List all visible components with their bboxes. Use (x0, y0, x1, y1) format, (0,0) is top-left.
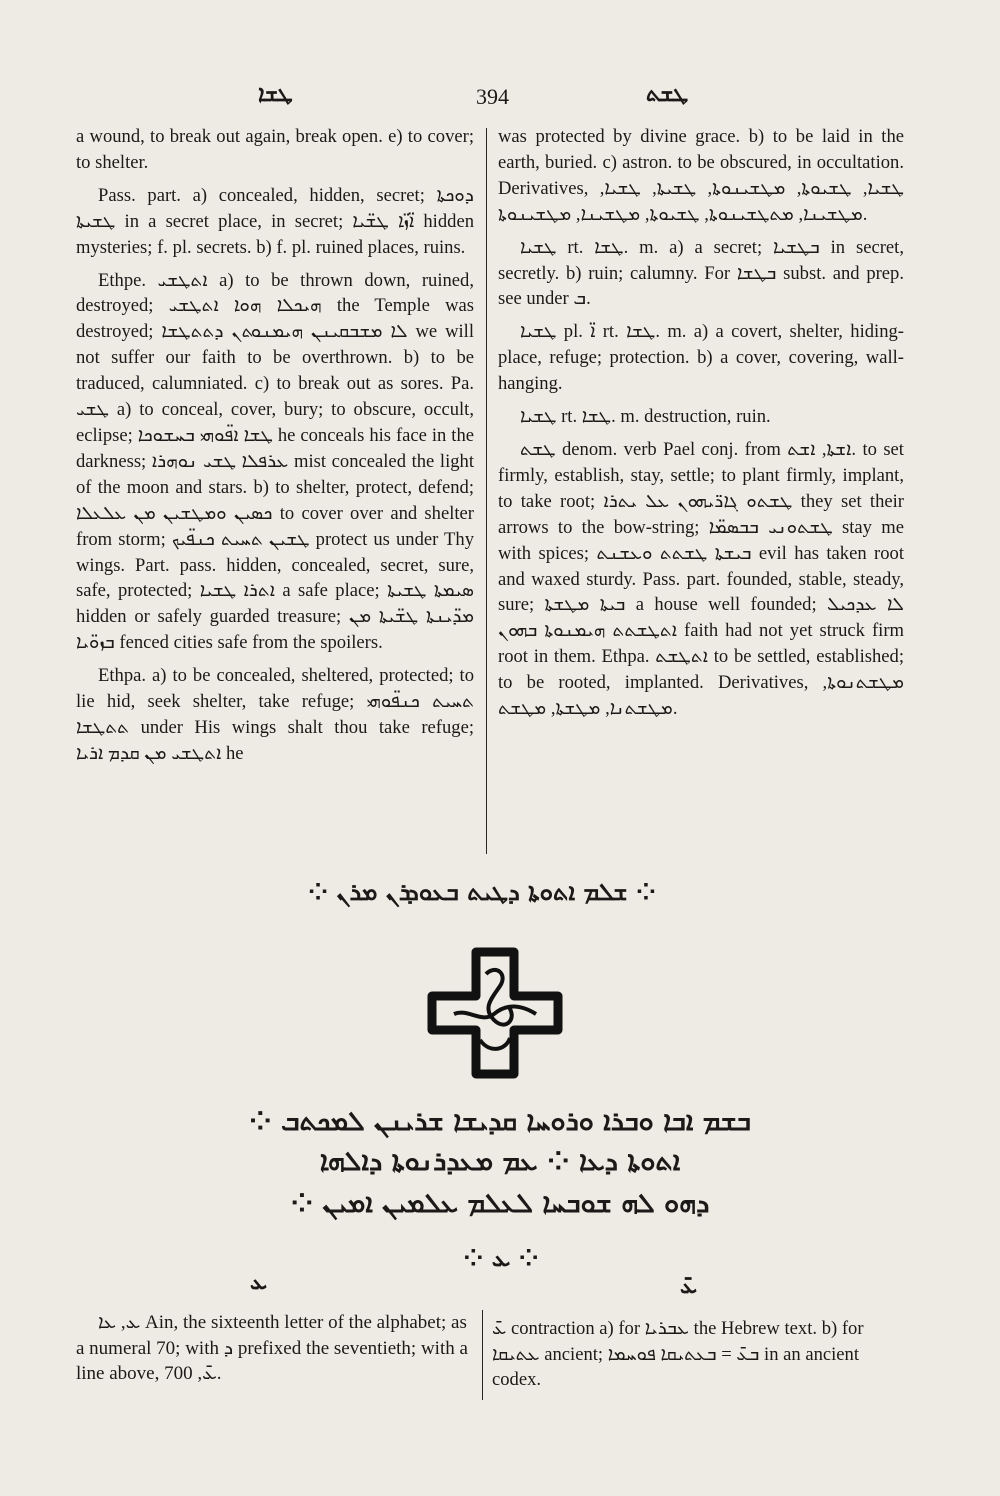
column-divider (482, 1310, 483, 1400)
right-column (498, 124, 904, 722)
guide-letter-right: ܥ̄ (680, 1274, 697, 1299)
left-column-paragraph: Pass. part. a) concealed, hidden, secret; ܕܘܟܬܐ ܛܫܝܬܐ in a secret place, in secret; ܐ̈ܙ̈ܐ ܛܫ̈ܝܐ hidden mysteries; f. pl. secrets. b) f. pl. ruined places, ruins. (76, 184, 474, 258)
left-column (76, 124, 474, 767)
column-divider (486, 128, 487, 854)
running-head-right-word: ܛܫܬ (646, 82, 689, 107)
ain-entry-text: ܥ, ܥܐ Ain, the sixteenth letter of the alphabet; as a numeral 70; with ܕ prefixed the seventieth; with a line above, ܥ̄, 700. (76, 1312, 468, 1384)
ain-entry (76, 1310, 474, 1387)
ornamental-cross-icon (420, 944, 570, 1080)
guide-letter-left: ܥ (250, 1270, 267, 1295)
inscription-line: ⁘ ܒܫܡ ܐܒܐ ܘܒܪܐ ܘܪܘܚܐ ܩܕܝܫܐ ܫܪܝܢܢ ܠܡܟܬܒ (249, 1106, 751, 1137)
inscription-line: ܐܬܘܬܐ ܕܥܐ ⁘ ܥܡ ܡܥܕܪܢܘܬܐ ܕܐܠܗܐ (319, 1146, 681, 1177)
letter-section-heading: ⁘ ܥ ⁘ (463, 1244, 539, 1272)
ain-contraction-text: ܥ̄ contraction a) for ܥܒܪܝܐ the Hebrew text. b) for ܥܬܝܩܐ ancient; ܒܥ̄ = ܒܥܬܝܩܐ ܦܘܚܡܐ in an ancient codex. (492, 1318, 864, 1390)
ain-contraction-entry (492, 1316, 902, 1393)
right-column-paragraph: ܛܫܝܐ pl. ܐ̈ rt. ܛܫܐ. m. a) a covert, shelter, hiding-place, refuge; protection. b) a cover, covering, wall-hanging. (498, 321, 904, 395)
right-column-paragraph: was protected by divine grace. b) to be laid in the earth, buried. c) astron. to be obscured, in occultation. Derivatives, ܛܫܝܐ, ܛܫܝܘܬܐ, ܡܛܫܝܢܘܬܐ, ܛܫܝܬܐ, ܛܫܝܐ, ܡܛܫܝܢܐ, ܡܬܛܫܝܢܘܬܐ, ܛܫܝܘܬܐ, ܡܛܫܝܢܐ, ܡܛܫܝܢܘܬܐ. (498, 126, 904, 225)
section-colophon: ⁘ ܫܠܡ ܐܬܘܬܐ ܕܛܝܬ ܒܥܘܕܪܢ ܡܪܢ ⁘ (307, 878, 657, 906)
left-column-paragraph: Ethpa. a) to be concealed, sheltered, protected; to lie hid, seek shelter, take refuge; ܬܚܝܬ ܟܢܦ̈ܘܗܝ ܬܬܛܫܐ under His wings shalt thou take refuge; ܐܬܛܫܝ ܡܢ ܩܕܡ ܐܪܝܐ he (76, 665, 475, 764)
page-number: 394 (476, 84, 509, 109)
right-column-paragraph: ܛܫܝܐ rt. ܛܫܐ. m. destruction, ruin. (520, 406, 771, 428)
right-column-paragraph: ܛܫܬ denom. verb Pael conj. from ܐܫܬܐ, ܐܫܬ. to set firmly, establish, stay, settle; to plant firmly, implant, to take root; ܛܫܬܘ ܓܐܪ̈ܝܗܘܢ ܥܠ ܝܬܪܐ they set their arrows to the bow-string; ܛܫܬܘܢܝ ܒܒܣܡ̈ܐ stay me with spices; ܒܝܫܬܐ ܛܫܬܬ ܘܥܫܢܬ evil has taken root and waxed sturdy. Pass. part. founded, stable, steady, sure; ܒܝܬܐ ܡܛܫܬܐ a house well founded; ܠܐ ܥܕܟܝܠ ܐܬܛܫܬܬ ܗܝܡܢܘܬܐ ܒܗܘܢ faith had not yet struck firm root in them. Ethpa. ܐܬܛܫܬ to be settled, established; to be rooted, implanted. Derivatives, ܡܛܫܬܢܘܬܐ, ܡܛܫܬܢܐ, ܡܛܫܬܐ, ܡܛܫܬ. (498, 438, 905, 720)
running-head (0, 82, 1000, 116)
inscription-line: ⁘ ܕܗܘ ܠܗ ܫܘܒܚܐ ܠܥܠܡ ܥܠܡܝܢ ܐܡܝܢ (290, 1188, 710, 1219)
left-column-paragraph: a wound, to break out again, break open. e) to cover; to shelter. (76, 126, 474, 173)
left-column-paragraph: Ethpe. ܐܬܛܫܝ a) to be thrown down, ruined, destroyed; ܗܝܟܠܐ ܗܘܐ ܐܬܛܫܝ the Temple was destroyed; ܠܐ ܡܫܒܩܝܢܢ ܗܝܡܢܘܬܢ ܕܬܬܛܫܐ we will not suffer our faith to be overthrown. b) to be traduced, calumniated. c) to break out as sores. Pa. ܛܫܝ a) to conceal, cover, bury; to obscure, occult, eclipse; ܛܫܐ ܐܦ̈ܘܗܝ ܒܚܫܘܟܐ he conceals his face in the darkness; ܥܪܦܠܐ ܛܫܝ ܢܘܗܪܐ mist concealed the light of the moon and stars. b) to shelter, protect, defend; ܟܣܝܢ ܘܡܛܫܝܢ ܡܢ ܥܠܥܠܐ to cover over and shelter from storm; ܛܫܝܢ ܬܚܝܬ ܟܢܦ̈ܝܟ protect us under Thy wings. Part. pass. hidden, concealed, secret, sure, safe, protected; ܐܬܪܐ ܛܫܝܐ a safe place; ܣܝܡܬܐ ܛܫܝܬܐ hidden or safely guarded treasure; ܡܕ̈ܝܢܬܐ ܛܫ̈ܝܬܐ ܡܢ ܒܙܘ̈ܝܐ fenced cities safe from the spoilers. (76, 269, 475, 654)
running-head-left-word: ܛܫܐ (258, 82, 293, 107)
right-column-paragraph: ܛܫܝܐ rt. ܛܫܐ. m. a) a secret; ܒܛܫܝܐ in secret, secretly. b) ruin; calumny. For ܒܛܫܐ subst. and prep. see under ܒ. (498, 236, 905, 310)
